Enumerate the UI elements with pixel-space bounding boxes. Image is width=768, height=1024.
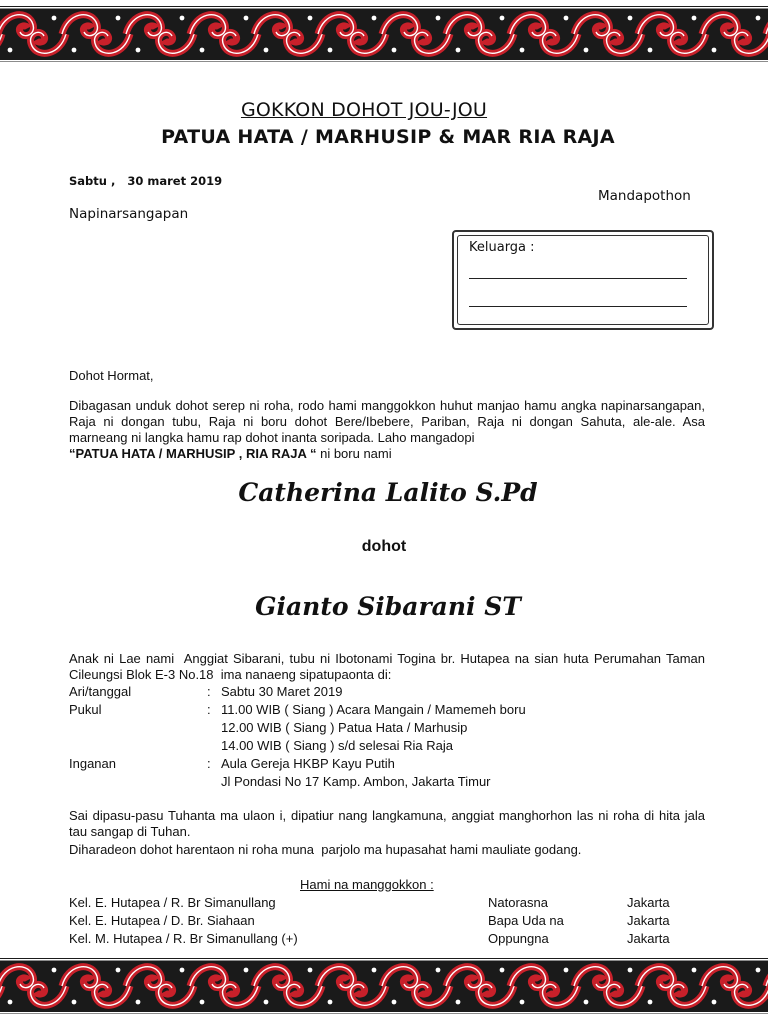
bride-name: Catherina Lalito S.Pd — [238, 478, 538, 507]
schedule-place-label: Inganan — [69, 756, 116, 771]
schedule-day-colon: : — [207, 684, 211, 699]
event-schedule — [69, 683, 709, 793]
schedule-place-colon: : — [207, 756, 211, 771]
recipient-label: Mandapothon — [598, 188, 691, 204]
schedule-time-1: 11.00 WIB ( Siang ) Acara Mangain / Mamemeh boru — [221, 702, 526, 717]
signatory-name: Kel. E. Hutapea / D. Br. Siahaan — [69, 913, 255, 928]
signatory-place: Jakarta — [627, 895, 670, 910]
signatory-relation: Oppungna — [488, 931, 549, 946]
schedule-time-3: 14.00 WIB ( Siang ) s/d selesai Ria Raja — [221, 738, 453, 753]
recipient-box — [452, 230, 714, 330]
schedule-time-colon: : — [207, 702, 211, 717]
letter-date: Sabtu , 30 maret 2019 — [69, 174, 223, 188]
schedule-place-2: Jl Pondasi No 17 Kamp. Ambon, Jakarta Timur — [221, 774, 491, 789]
conjunction: dohot — [361, 538, 407, 555]
invitee-label: Napinarsangapan — [69, 206, 189, 222]
schedule-place-1: Aula Gereja HKBP Kayu Putih — [221, 756, 395, 771]
schedule-day-value: Sabtu 30 Maret 2019 — [221, 684, 343, 699]
event-name-highlight: “PATUA HATA / MARHUSIP , RIA RAJA “ — [69, 446, 317, 461]
family-paragraph: Anak ni Lae nami Anggiat Sibarani, tubu ni Ibotonami Togina br. Hutapea na sian huta Perumahan Taman Cileungsi Blok E-3 No.18 ima nanaeng sipatupaonta di: — [69, 651, 709, 682]
signatories-heading: Hami na manggokkon : — [300, 877, 434, 892]
thanks-paragraph: Diharadeon dohot harentaon ni roha muna parjolo ma hupasahat hami mauliate godang. — [69, 842, 582, 857]
blessing-paragraph: Sai dipasu-pasu Tuhanta ma ulaon i, dipatiur nang langkamuna, anggiat manghorhon las ni roha di hita jala tau sangap di Tuhan. — [69, 808, 705, 839]
recipient-box-line-2 — [469, 306, 687, 307]
groom-name: Gianto Sibarani ST — [255, 592, 521, 621]
ornament-pattern — [0, 958, 768, 1014]
schedule-day-label: Ari/tanggal — [69, 684, 132, 699]
recipient-box-line-1 — [469, 278, 687, 279]
recipient-box-label: Keluarga : — [469, 240, 535, 255]
signatory-row — [69, 931, 689, 949]
signatory-name: Kel. E. Hutapea / R. Br Simanullang — [69, 895, 276, 910]
opening-paragraph — [69, 398, 705, 462]
signatory-relation: Bapa Uda na — [488, 913, 564, 928]
ornamental-border-bottom — [0, 958, 768, 1014]
schedule-time-2: 12.00 WIB ( Siang ) Patua Hata / Marhusip — [221, 720, 468, 735]
signatory-name: Kel. M. Hutapea / R. Br Simanullang (+) — [69, 931, 298, 946]
signatory-relation: Natorasna — [488, 895, 548, 910]
ornamental-border-top — [0, 6, 768, 62]
opening-paragraph-text: Dibagasan unduk dohot serep ni roha, rodo hami manggokkon huhut manjao hamu angka napinarsangapan, Raja ni dongan tubu, Raja ni boru dohot Bere/Ibebere, Pariban, Raja ni dongan Sahuta, ale-ale. Asa marneang ni langka hamu rap dohot inanta soripada. Laho mangadopi — [69, 398, 705, 445]
opening-paragraph-tail: ni boru nami — [316, 446, 392, 461]
schedule-time-label: Pukul — [69, 702, 102, 717]
signatory-place: Jakarta — [627, 931, 670, 946]
invitation-title: GOKKON DOHOT JOU-JOU — [240, 99, 488, 121]
signatory-place: Jakarta — [627, 913, 670, 928]
ornament-pattern — [0, 6, 768, 62]
signatory-row — [69, 913, 689, 931]
greeting: Dohot Hormat, — [69, 368, 154, 383]
signatory-row — [69, 895, 689, 913]
invitation-subtitle: PATUA HATA / MARHUSIP & MAR RIA RAJA — [161, 126, 615, 148]
